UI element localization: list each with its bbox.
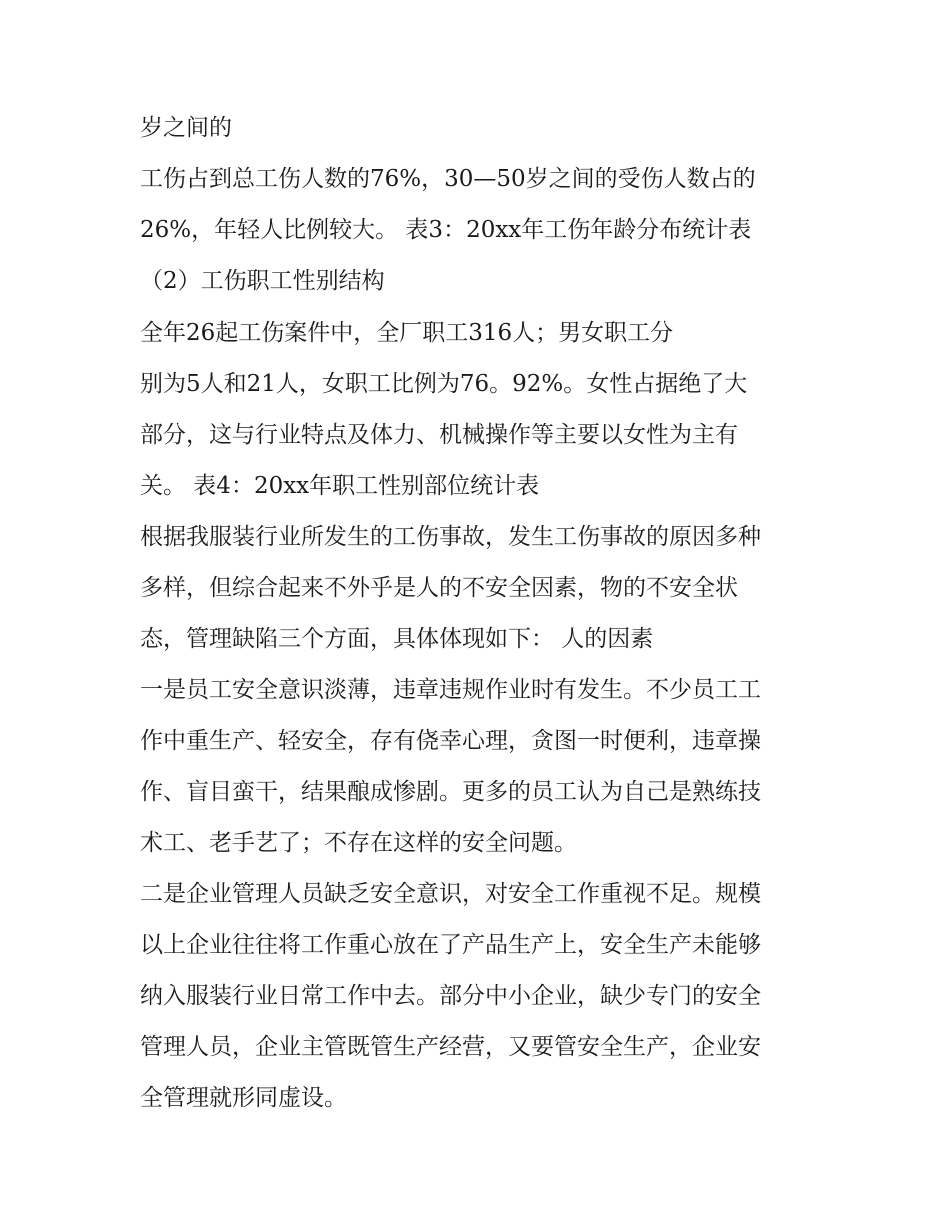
text-line: 术工、老手艺了；不存在这样的安全问题。 [140, 830, 577, 856]
text-line: 部分，这与行业特点及体力、机械操作等主要以女性为主有 [140, 422, 738, 448]
text-line: 一是员工安全意识淡薄，违章违规作业时有发生。不少员工工 [140, 677, 761, 703]
text-line: 多样，但综合起来不外乎是人的不安全因素，物的不安全状 [140, 575, 738, 601]
text-line: 关。 表4：20xx年职工性别部位统计表 [140, 473, 540, 499]
text-line: 管理人员，企业主管既管生产经营，又要管安全生产，企业安 [140, 1034, 761, 1060]
text-line: 以上企业往往将工作重心放在了产品生产上，安全生产未能够 [140, 932, 761, 958]
text-line: 作、盲目蛮干，结果酿成惨剧。更多的员工认为自己是熟练技 [140, 779, 761, 805]
text-line: 26%，年轻人比例较大。 表3：20xx年工伤年龄分布统计表 [140, 217, 752, 243]
text-line: 全管理就形同虚设。 [140, 1085, 347, 1111]
text-line: 态，管理缺陷三个方面，具体体现如下： 人的因素 [140, 626, 654, 652]
text-line: 全年26起工伤案件中，全厂职工316人；男女职工分 [140, 320, 674, 346]
section-heading: （2）工伤职工性别结构 [140, 268, 385, 294]
text-line: 别为5人和21人，女职工比例为76。92%。女性占据绝了大 [140, 371, 748, 397]
text-line: 岁之间的 [140, 115, 232, 141]
text-line: 纳入服装行业日常工作中去。部分中小企业，缺少专门的安全 [140, 983, 761, 1009]
text-line: 二是企业管理人员缺乏安全意识，对安全工作重视不足。规模 [140, 881, 761, 907]
text-line: 作中重生产、轻安全，存有侥幸心理，贪图一时便利，违章操 [140, 728, 761, 754]
text-line: 工伤占到总工伤人数的76%，30—50岁之间的受伤人数占的 [140, 166, 756, 192]
text-line: 根据我服装行业所发生的工伤事故，发生工伤事故的原因多种 [140, 524, 761, 550]
